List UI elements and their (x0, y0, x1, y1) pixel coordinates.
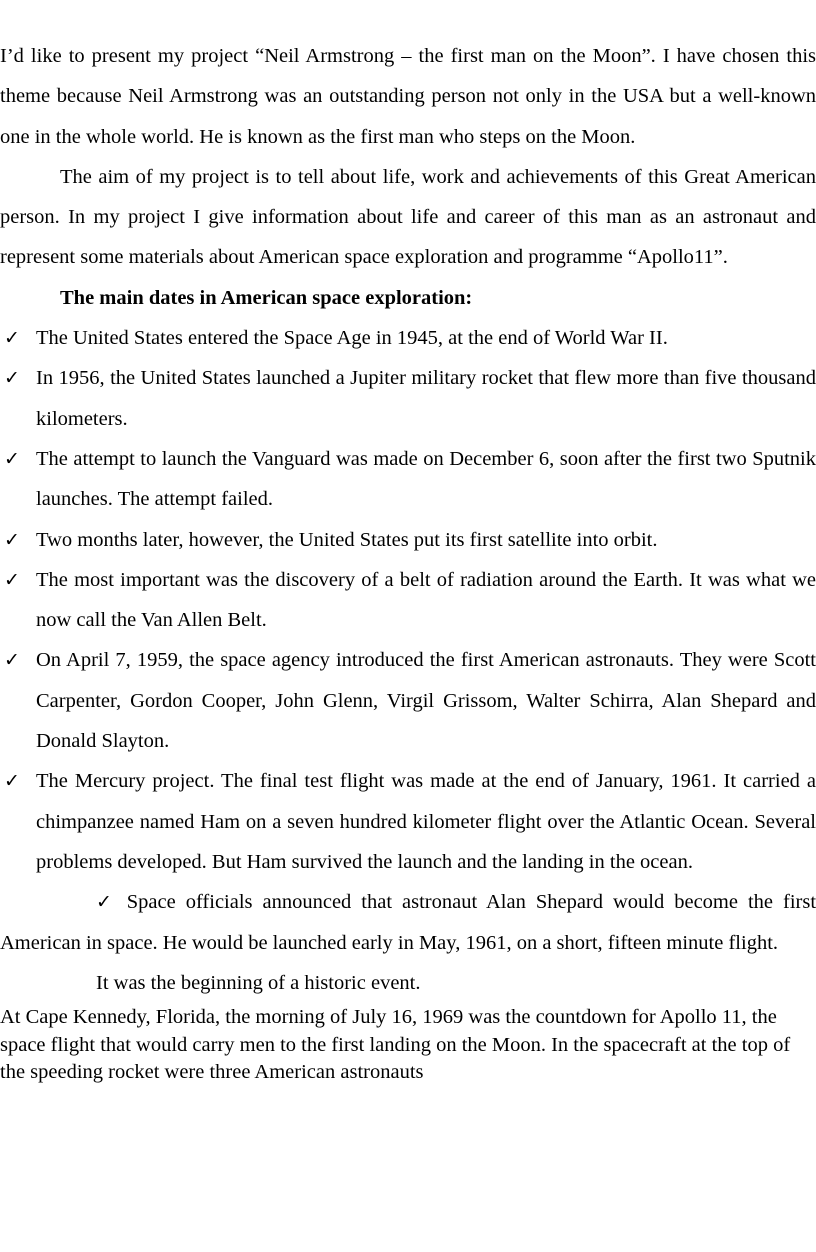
section-heading: The main dates in American space exploration: (60, 286, 473, 309)
checkmark-icon: ✓ (4, 528, 20, 551)
aim-paragraph: The aim of my project is to tell about life, work and achievements of this Great American person. In my project I give information about life and career of this man as an astronaut and represent some materials about American space exploration and programme “Apollo11”. (0, 165, 816, 269)
checkmark-icon: ✓ (4, 649, 20, 672)
list-item-text: The most important was the discovery of a belt of radiation around the Earth. It was what we now call the Van Allen Belt. (36, 568, 816, 632)
list-item (0, 318, 816, 358)
shepard-text: Space officials announced that astronaut Alan Shepard would become the first American in space. He would be launched early in May, 1961, on a short, fifteen minute flight. (0, 891, 816, 954)
checkmark-icon: ✓ (4, 367, 20, 390)
intro-paragraph: I’d like to present my project “Neil Armstrong – the first man on the Moon”. I have chosen this theme because Neil Armstrong was an outstanding person not only in the USA but a well-known one in the whole world. He is known as the first man who steps on the Moon. (0, 45, 816, 148)
list-item-text: In 1956, the United States launched a Jupiter military rocket that flew more than five thousand kilometers. (36, 367, 816, 430)
shepard-paragraph (0, 882, 816, 963)
beginning-paragraph: It was the beginning of a historic event. (96, 971, 421, 994)
cape-kennedy-paragraph: At Cape Kennedy, Florida, the morning of July 16, 1969 was the countdown for Apollo 11, the space flight that would carry men to the first landing on the Moon. In the spacecraft at the top of the speeding rocket were three American astronauts (0, 1006, 791, 1084)
dates-list (0, 318, 816, 882)
checkmark-icon: ✓ (4, 447, 20, 470)
list-item (0, 640, 816, 761)
list-item (0, 520, 816, 560)
list-item-text: The attempt to launch the Vanguard was made on December 6, soon after the first two Sputnik launches. The attempt failed. (36, 447, 816, 511)
list-item-text: The United States entered the Space Age in 1945, at the end of World War II. (36, 327, 668, 350)
list-item (0, 439, 816, 520)
list-item-text: The Mercury project. The final test flight was made at the end of January, 1961. It carried a chimpanzee named Ham on a seven hundred kilometer flight over the Atlantic Ocean. Several problems developed. But Ham survived the launch and the landing in the ocean. (36, 770, 816, 873)
list-item (0, 761, 816, 882)
checkmark-icon: ✓ (4, 327, 20, 350)
checkmark-icon: ✓ (4, 568, 20, 591)
list-item-text: On April 7, 1959, the space agency introduced the first American astronauts. They were Scott Carpenter, Gordon Cooper, John Glenn, Virgil Grissom, Walter Schirra, Alan Shepard and Donald Slayton. (36, 649, 816, 753)
document-page (0, 36, 816, 1087)
checkmark-icon: ✓ (96, 891, 117, 914)
list-item (0, 358, 816, 439)
checkmark-icon: ✓ (4, 770, 20, 793)
list-item-text: Two months later, however, the United States put its first satellite into orbit. (36, 528, 658, 551)
list-item (0, 560, 816, 641)
